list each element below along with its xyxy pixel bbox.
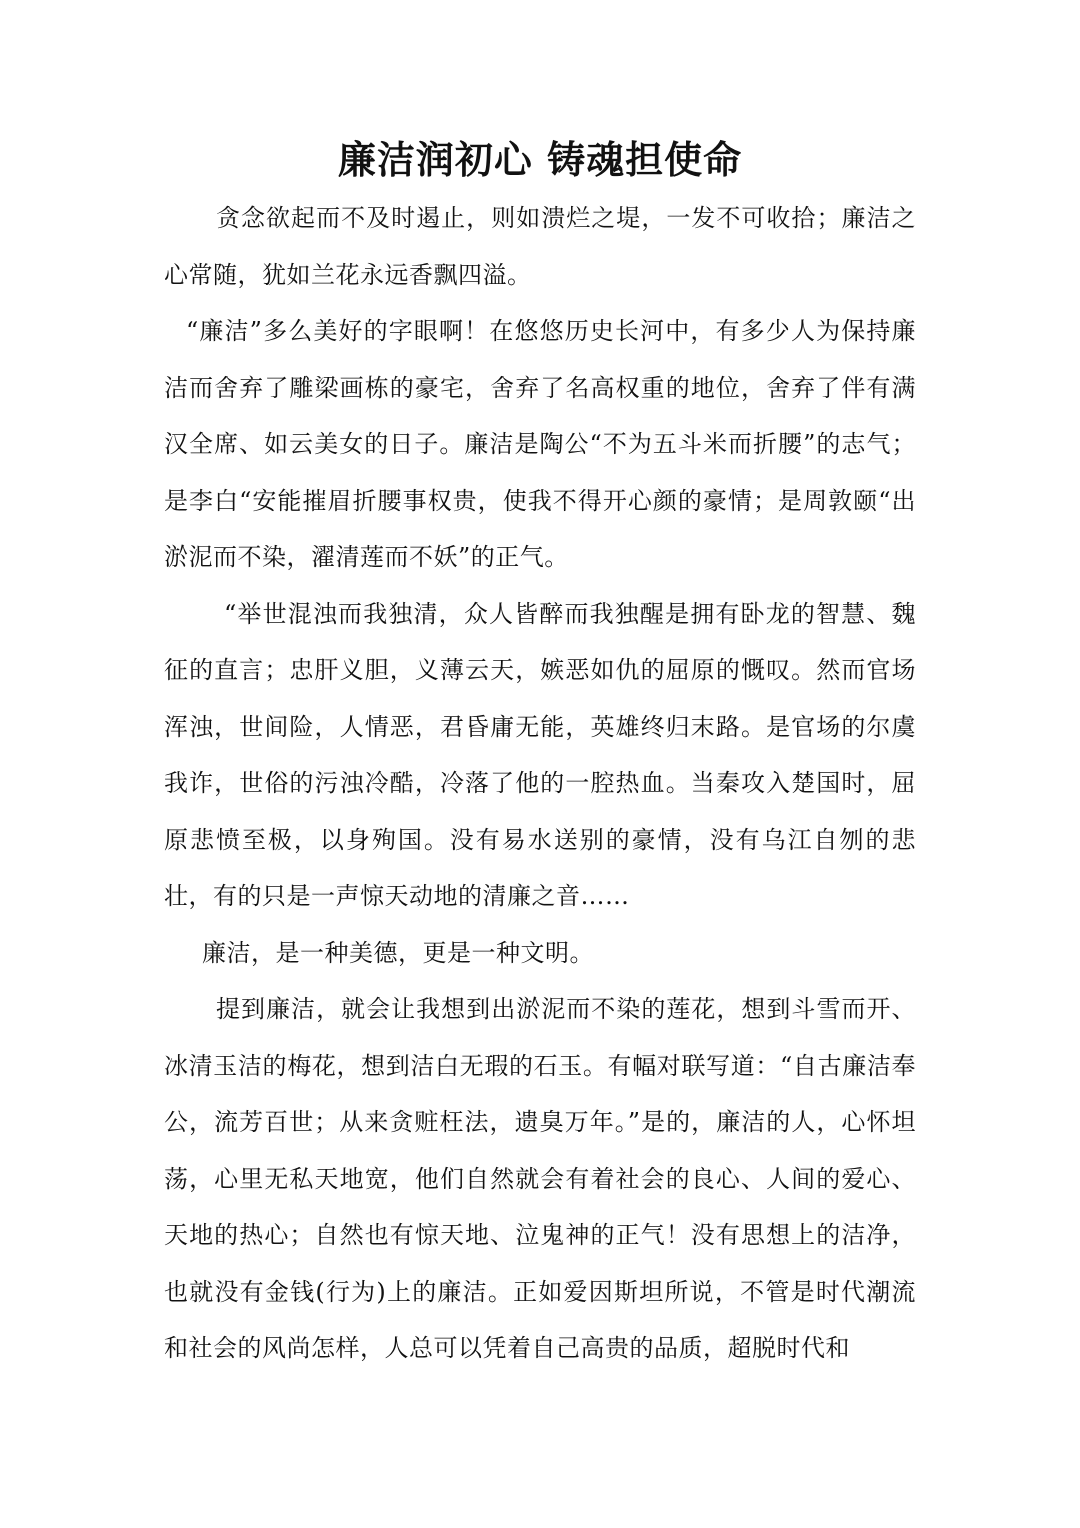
paragraph-1: 贪念欲起而不及时遏止，则如溃烂之堤，一发不可收拾；廉洁之心常随，犹如兰花永远香飘四溢。 <box>164 204 916 289</box>
document-title: 廉洁润初心 铸魂担使命 <box>337 138 743 182</box>
paragraph-2: “廉洁”多么美好的字眼啊！在悠悠历史长河中，有多少人为保持廉洁而舍弃了雕梁画栋的豪宅，舍弃了名高权重的地位，舍弃了伴有满汉全席、如云美女的日子。廉洁是陶公“不为五斗米而折腰”的志气；是李白“安能摧眉折腰事权贵，使我不得开心颜的豪情；是周敦颐“出淤泥而不染，濯清莲而不妖”的正气。 <box>164 317 916 571</box>
paragraph-5: 提到廉洁，就会让我想到出淤泥而不染的莲花，想到斗雪而开、冰清玉洁的梅花，想到洁白无瑕的石玉。有幅对联写道：“自古廉洁奉公，流芳百世；从来贪赃枉法，遗臭万年。”是的，廉洁的人，心怀坦荡，心里无私天地宽，他们自然就会有着社会的良心、人间的爱心、天地的热心；自然也有惊天地、泣鬼神的正气！没有思想上的洁净，也就没有金钱(行为)上的廉洁。正如爱因斯坦所说，不管是时代潮流和社会的风尚怎样，人总可以凭着自己高贵的品质，超脱时代和 <box>164 995 916 1362</box>
document-body <box>164 190 916 1377</box>
paragraph-3: “举世混浊而我独清，众人皆醉而我独醒是拥有卧龙的智慧、魏征的直言；忠肝义胆，义薄云天，嫉恶如仇的屈原的慨叹。然而官场浑浊，世间险，人情恶，君昏庸无能，英雄终归末路。是官场的尔虞我诈，世俗的污浊冷酷，冷落了他的一腔热血。当秦攻入楚国时，屈原悲愤至极，以身殉国。没有易水送别的豪情，没有乌江自刎的悲壮，有的只是一声惊天动地的清廉之音…… <box>164 599 916 910</box>
paragraph-4: 廉洁，是一种美德，更是一种文明。 <box>202 938 594 967</box>
